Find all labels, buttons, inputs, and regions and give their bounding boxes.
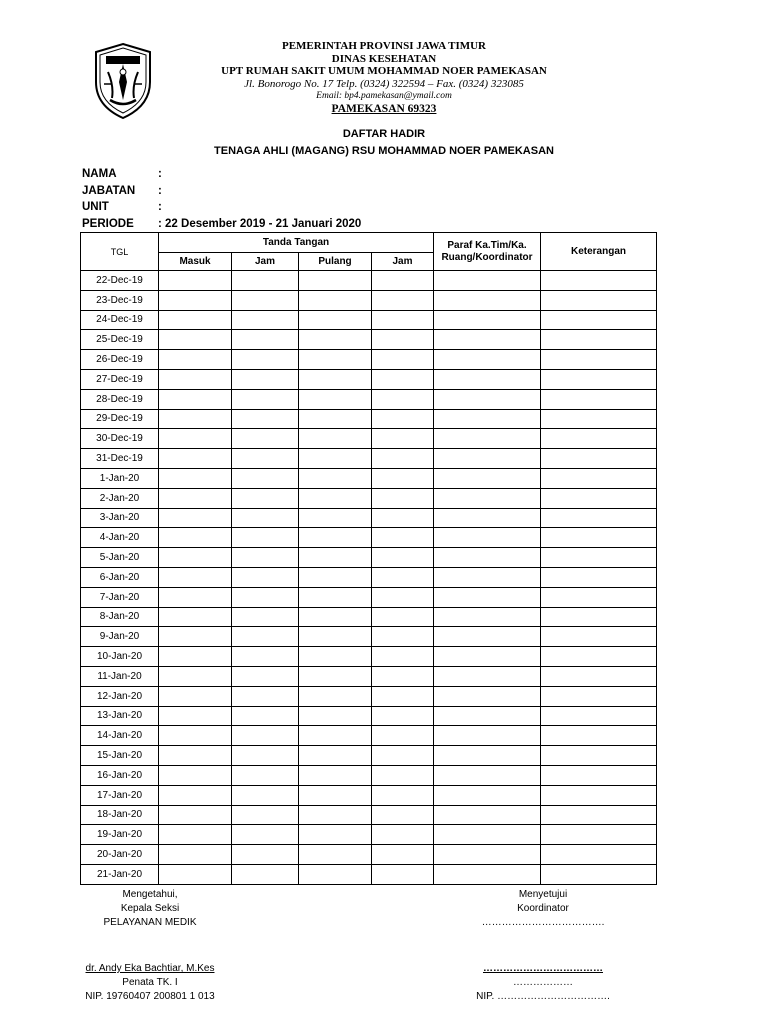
jam-masuk-cell[interactable]	[232, 845, 299, 865]
date-cell: 2-Jan-20	[81, 488, 159, 508]
table-row	[81, 607, 657, 627]
info-value: : 22 Desember 2019 - 21 Januari 2020	[158, 217, 362, 230]
date-cell: 17-Jan-20	[81, 785, 159, 805]
signature-left-block	[60, 888, 240, 930]
jam-pulang-cell[interactable]	[372, 350, 434, 370]
date-cell: 30-Dec-19	[81, 429, 159, 449]
masuk-cell[interactable]	[159, 429, 232, 449]
keterangan-cell[interactable]	[541, 310, 657, 330]
column-header-paraf: Paraf Ka.Tim/Ka. Ruang/Koordinator	[434, 233, 541, 271]
masuk-cell[interactable]	[159, 449, 232, 469]
keterangan-cell[interactable]	[541, 567, 657, 587]
date-cell: 22-Dec-19	[81, 271, 159, 291]
keterangan-cell[interactable]	[541, 607, 657, 627]
masuk-cell[interactable]	[159, 607, 232, 627]
table-row	[81, 330, 657, 350]
letterhead	[160, 40, 608, 115]
keterangan-cell[interactable]	[541, 449, 657, 469]
table-row	[81, 488, 657, 508]
paraf-cell[interactable]	[434, 271, 541, 291]
date-cell: 5-Jan-20	[81, 548, 159, 568]
header-address: Jl. Bonorogo No. 17 Telp. (0324) 322594 – Fax. (0324) 323085	[244, 77, 524, 90]
date-cell: 29-Dec-19	[81, 409, 159, 429]
table-row	[81, 666, 657, 686]
sig-right-rank: ………………	[513, 977, 573, 988]
pulang-cell[interactable]	[299, 825, 372, 845]
table-row	[81, 845, 657, 865]
masuk-cell[interactable]	[159, 845, 232, 865]
info-row	[82, 216, 361, 233]
jam-masuk-cell[interactable]	[232, 666, 299, 686]
table-row	[81, 369, 657, 389]
jam-masuk-cell[interactable]	[232, 548, 299, 568]
paraf-cell[interactable]	[434, 627, 541, 647]
sig-right-nip: NIP. …………………………….	[476, 991, 610, 1002]
jam-pulang-cell[interactable]	[372, 449, 434, 469]
date-cell: 11-Jan-20	[81, 666, 159, 686]
pulang-cell[interactable]	[299, 666, 372, 686]
jam-masuk-cell[interactable]	[232, 706, 299, 726]
jam-masuk-cell[interactable]	[232, 310, 299, 330]
table-row	[81, 389, 657, 409]
paraf-cell[interactable]	[434, 765, 541, 785]
jam-masuk-cell[interactable]	[232, 647, 299, 667]
jam-pulang-cell[interactable]	[372, 508, 434, 528]
keterangan-cell[interactable]	[541, 845, 657, 865]
sig-right-line1: Menyetujui	[518, 889, 568, 900]
sig-left-line1: Mengetahui,	[122, 889, 178, 900]
info-block	[82, 166, 361, 232]
keterangan-cell[interactable]	[541, 508, 657, 528]
column-header-keterangan: Keterangan	[541, 233, 657, 271]
table-row	[81, 647, 657, 667]
jam-masuk-cell[interactable]	[232, 825, 299, 845]
pulang-cell[interactable]	[299, 290, 372, 310]
keterangan-cell[interactable]	[541, 369, 657, 389]
masuk-cell[interactable]	[159, 587, 232, 607]
date-cell: 3-Jan-20	[81, 508, 159, 528]
keterangan-cell[interactable]	[541, 429, 657, 449]
pulang-cell[interactable]	[299, 627, 372, 647]
jam-pulang-cell[interactable]	[372, 785, 434, 805]
masuk-cell[interactable]	[159, 627, 232, 647]
pulang-cell[interactable]	[299, 746, 372, 766]
paraf-cell[interactable]	[434, 369, 541, 389]
pulang-cell[interactable]	[299, 587, 372, 607]
masuk-cell[interactable]	[159, 409, 232, 429]
paraf-cell[interactable]	[434, 548, 541, 568]
header-hospital: UPT RUMAH SAKIT UMUM MOHAMMAD NOER PAMEKASAN	[221, 65, 547, 77]
masuk-cell[interactable]	[159, 647, 232, 667]
paraf-cell[interactable]	[434, 666, 541, 686]
pulang-cell[interactable]	[299, 726, 372, 746]
pulang-cell[interactable]	[299, 429, 372, 449]
date-cell: 4-Jan-20	[81, 528, 159, 548]
sig-left-rank: Penata TK. I	[122, 977, 178, 988]
keterangan-cell[interactable]	[541, 805, 657, 825]
info-value: :	[158, 201, 162, 213]
column-header-tanda-tangan: Tanda Tangan	[159, 233, 434, 253]
info-value: :	[158, 184, 162, 197]
paraf-cell[interactable]	[434, 845, 541, 865]
column-header-jam-masuk: Jam	[232, 253, 299, 271]
table-row	[81, 686, 657, 706]
paraf-cell[interactable]	[434, 587, 541, 607]
keterangan-cell[interactable]	[541, 548, 657, 568]
keterangan-cell[interactable]	[541, 350, 657, 370]
table-row	[81, 449, 657, 469]
jam-masuk-cell[interactable]	[232, 290, 299, 310]
jam-masuk-cell[interactable]	[232, 369, 299, 389]
jam-pulang-cell[interactable]	[372, 488, 434, 508]
masuk-cell[interactable]	[159, 290, 232, 310]
paraf-cell[interactable]	[434, 647, 541, 667]
jam-pulang-cell[interactable]	[372, 765, 434, 785]
pulang-cell[interactable]	[299, 508, 372, 528]
document-title: DAFTAR HADIR	[342, 128, 426, 140]
pulang-cell[interactable]	[299, 350, 372, 370]
keterangan-cell[interactable]	[541, 825, 657, 845]
jam-pulang-cell[interactable]	[372, 587, 434, 607]
info-label: JABATAN	[82, 184, 136, 197]
provincial-emblem-logo	[92, 42, 154, 120]
sig-left-name: dr. Andy Eka Bachtiar, M.Kes	[85, 963, 215, 974]
attendance-table	[80, 232, 657, 885]
masuk-cell[interactable]	[159, 389, 232, 409]
keterangan-cell[interactable]	[541, 528, 657, 548]
table-row	[81, 726, 657, 746]
date-cell: 21-Jan-20	[81, 864, 159, 884]
pulang-cell[interactable]	[299, 686, 372, 706]
date-cell: 12-Jan-20	[81, 686, 159, 706]
sig-right-line3: ……………………………….	[481, 917, 605, 928]
attendance-table-body	[81, 271, 657, 885]
sig-left-line3: PELAYANAN MEDIK	[103, 917, 197, 928]
masuk-cell[interactable]	[159, 864, 232, 884]
info-row	[82, 183, 361, 200]
jam-masuk-cell[interactable]	[232, 567, 299, 587]
pulang-cell[interactable]	[299, 449, 372, 469]
jam-pulang-cell[interactable]	[372, 647, 434, 667]
pulang-cell[interactable]	[299, 389, 372, 409]
masuk-cell[interactable]	[159, 488, 232, 508]
keterangan-cell[interactable]	[541, 271, 657, 291]
keterangan-cell[interactable]	[541, 785, 657, 805]
pulang-cell[interactable]	[299, 548, 372, 568]
date-cell: 19-Jan-20	[81, 825, 159, 845]
pulang-cell[interactable]	[299, 805, 372, 825]
paraf-cell[interactable]	[434, 468, 541, 488]
keterangan-cell[interactable]	[541, 647, 657, 667]
sig-right-name: ………………………………	[483, 963, 603, 974]
date-cell: 24-Dec-19	[81, 310, 159, 330]
jam-pulang-cell[interactable]	[372, 369, 434, 389]
column-header-tgl: TGL	[81, 233, 159, 271]
table-row	[81, 429, 657, 449]
masuk-cell[interactable]	[159, 765, 232, 785]
keterangan-cell[interactable]	[541, 290, 657, 310]
sig-left-nip: NIP. 19760407 200801 1 013	[85, 991, 215, 1002]
masuk-cell[interactable]	[159, 468, 232, 488]
info-row	[82, 166, 361, 183]
paraf-cell[interactable]	[434, 825, 541, 845]
table-row	[81, 548, 657, 568]
jam-pulang-cell[interactable]	[372, 607, 434, 627]
keterangan-cell[interactable]	[541, 706, 657, 726]
table-row	[81, 528, 657, 548]
table-row	[81, 409, 657, 429]
keterangan-cell[interactable]	[541, 587, 657, 607]
table-row	[81, 587, 657, 607]
jam-pulang-cell[interactable]	[372, 845, 434, 865]
paraf-cell[interactable]	[434, 567, 541, 587]
masuk-cell[interactable]	[159, 369, 232, 389]
jam-pulang-cell[interactable]	[372, 686, 434, 706]
masuk-cell[interactable]	[159, 666, 232, 686]
jam-masuk-cell[interactable]	[232, 330, 299, 350]
paraf-cell[interactable]	[434, 488, 541, 508]
date-cell: 18-Jan-20	[81, 805, 159, 825]
masuk-cell[interactable]	[159, 825, 232, 845]
jam-masuk-cell[interactable]	[232, 488, 299, 508]
paraf-cell[interactable]	[434, 508, 541, 528]
table-row	[81, 825, 657, 845]
paraf-cell[interactable]	[434, 350, 541, 370]
keterangan-cell[interactable]	[541, 488, 657, 508]
date-cell: 9-Jan-20	[81, 627, 159, 647]
paraf-cell[interactable]	[434, 785, 541, 805]
pulang-cell[interactable]	[299, 765, 372, 785]
date-cell: 10-Jan-20	[81, 647, 159, 667]
table-row	[81, 706, 657, 726]
paraf-cell[interactable]	[434, 726, 541, 746]
jam-pulang-cell[interactable]	[372, 864, 434, 884]
jam-masuk-cell[interactable]	[232, 805, 299, 825]
table-row	[81, 627, 657, 647]
paraf-cell[interactable]	[434, 449, 541, 469]
keterangan-cell[interactable]	[541, 627, 657, 647]
paraf-cell[interactable]	[434, 528, 541, 548]
info-row	[82, 199, 361, 216]
jam-masuk-cell[interactable]	[232, 468, 299, 488]
table-row	[81, 508, 657, 528]
keterangan-cell[interactable]	[541, 666, 657, 686]
info-label: PERIODE	[82, 217, 134, 230]
jam-pulang-cell[interactable]	[372, 468, 434, 488]
masuk-cell[interactable]	[159, 330, 232, 350]
pulang-cell[interactable]	[299, 369, 372, 389]
jam-masuk-cell[interactable]	[232, 864, 299, 884]
keterangan-cell[interactable]	[541, 726, 657, 746]
keterangan-cell[interactable]	[541, 409, 657, 429]
info-value: :	[158, 168, 162, 180]
paraf-cell[interactable]	[434, 389, 541, 409]
header-government: PEMERINTAH PROVINSI JAWA TIMUR	[281, 40, 487, 52]
masuk-cell[interactable]	[159, 746, 232, 766]
masuk-cell[interactable]	[159, 528, 232, 548]
masuk-cell[interactable]	[159, 548, 232, 568]
paraf-cell[interactable]	[434, 409, 541, 429]
masuk-cell[interactable]	[159, 310, 232, 330]
jam-pulang-cell[interactable]	[372, 706, 434, 726]
jam-masuk-cell[interactable]	[232, 607, 299, 627]
jam-pulang-cell[interactable]	[372, 567, 434, 587]
pulang-cell[interactable]	[299, 409, 372, 429]
pulang-cell[interactable]	[299, 864, 372, 884]
jam-pulang-cell[interactable]	[372, 271, 434, 291]
table-row	[81, 271, 657, 291]
pulang-cell[interactable]	[299, 567, 372, 587]
table-row	[81, 785, 657, 805]
jam-masuk-cell[interactable]	[232, 627, 299, 647]
paraf-cell[interactable]	[434, 864, 541, 884]
header-department: DINAS KESEHATAN	[331, 52, 437, 65]
masuk-cell[interactable]	[159, 785, 232, 805]
jam-masuk-cell[interactable]	[232, 429, 299, 449]
paraf-cell[interactable]	[434, 706, 541, 726]
table-row	[81, 350, 657, 370]
paraf-cell[interactable]	[434, 429, 541, 449]
table-row	[81, 805, 657, 825]
date-cell: 7-Jan-20	[81, 587, 159, 607]
jam-masuk-cell[interactable]	[232, 350, 299, 370]
pulang-cell[interactable]	[299, 647, 372, 667]
keterangan-cell[interactable]	[541, 468, 657, 488]
paraf-cell[interactable]	[434, 746, 541, 766]
table-row	[81, 468, 657, 488]
jam-masuk-cell[interactable]	[232, 271, 299, 291]
date-cell: 8-Jan-20	[81, 607, 159, 627]
jam-masuk-cell[interactable]	[232, 409, 299, 429]
info-label: NAMA	[82, 168, 117, 180]
pulang-cell[interactable]	[299, 607, 372, 627]
pulang-cell[interactable]	[299, 706, 372, 726]
jam-pulang-cell[interactable]	[372, 389, 434, 409]
signature-right-block	[433, 888, 653, 930]
masuk-cell[interactable]	[159, 271, 232, 291]
date-cell: 25-Dec-19	[81, 330, 159, 350]
date-cell: 13-Jan-20	[81, 706, 159, 726]
keterangan-cell[interactable]	[541, 864, 657, 884]
table-row	[81, 310, 657, 330]
pulang-cell[interactable]	[299, 845, 372, 865]
jam-masuk-cell[interactable]	[232, 449, 299, 469]
date-cell: 28-Dec-19	[81, 389, 159, 409]
column-header-pulang: Pulang	[299, 253, 372, 271]
paraf-cell[interactable]	[434, 607, 541, 627]
table-row	[81, 746, 657, 766]
signature-left-signatory	[60, 962, 240, 1004]
pulang-cell[interactable]	[299, 271, 372, 291]
keterangan-cell[interactable]	[541, 330, 657, 350]
masuk-cell[interactable]	[159, 686, 232, 706]
pulang-cell[interactable]	[299, 468, 372, 488]
jam-pulang-cell[interactable]	[372, 330, 434, 350]
pulang-cell[interactable]	[299, 330, 372, 350]
paraf-cell[interactable]	[434, 310, 541, 330]
date-cell: 6-Jan-20	[81, 567, 159, 587]
jam-pulang-cell[interactable]	[372, 429, 434, 449]
date-cell: 16-Jan-20	[81, 765, 159, 785]
sig-right-line2: Koordinator	[517, 903, 569, 914]
date-cell: 20-Jan-20	[81, 845, 159, 865]
paraf-cell[interactable]	[434, 330, 541, 350]
jam-pulang-cell[interactable]	[372, 528, 434, 548]
signature-right-signatory	[433, 962, 653, 1004]
date-cell: 23-Dec-19	[81, 290, 159, 310]
info-label: UNIT	[82, 201, 109, 213]
sig-left-line2: Kepala Seksi	[120, 903, 180, 914]
date-cell: 31-Dec-19	[81, 449, 159, 469]
jam-masuk-cell[interactable]	[232, 389, 299, 409]
pulang-cell[interactable]	[299, 488, 372, 508]
header-email: Email: bp4.pamekasan@ymail.com	[316, 91, 452, 101]
document-subtitle: TENAGA AHLI (MAGANG) RSU MOHAMMAD NOER PAMEKASAN	[214, 145, 554, 157]
jam-pulang-cell[interactable]	[372, 409, 434, 429]
jam-pulang-cell[interactable]	[372, 627, 434, 647]
jam-pulang-cell[interactable]	[372, 746, 434, 766]
table-row	[81, 864, 657, 884]
masuk-cell[interactable]	[159, 508, 232, 528]
paraf-cell[interactable]	[434, 805, 541, 825]
paraf-cell[interactable]	[434, 290, 541, 310]
jam-pulang-cell[interactable]	[372, 805, 434, 825]
jam-masuk-cell[interactable]	[232, 765, 299, 785]
jam-pulang-cell[interactable]	[372, 548, 434, 568]
masuk-cell[interactable]	[159, 706, 232, 726]
jam-masuk-cell[interactable]	[232, 785, 299, 805]
keterangan-cell[interactable]	[541, 765, 657, 785]
date-cell: 27-Dec-19	[81, 369, 159, 389]
jam-masuk-cell[interactable]	[232, 508, 299, 528]
jam-masuk-cell[interactable]	[232, 528, 299, 548]
masuk-cell[interactable]	[159, 805, 232, 825]
keterangan-cell[interactable]	[541, 686, 657, 706]
jam-masuk-cell[interactable]	[232, 587, 299, 607]
keterangan-cell[interactable]	[541, 746, 657, 766]
column-header-jam-pulang: Jam	[372, 253, 434, 271]
table-row	[81, 290, 657, 310]
date-cell: 14-Jan-20	[81, 726, 159, 746]
masuk-cell[interactable]	[159, 350, 232, 370]
keterangan-cell[interactable]	[541, 389, 657, 409]
jam-pulang-cell[interactable]	[372, 290, 434, 310]
paraf-cell[interactable]	[434, 686, 541, 706]
masuk-cell[interactable]	[159, 726, 232, 746]
date-cell: 15-Jan-20	[81, 746, 159, 766]
pulang-cell[interactable]	[299, 310, 372, 330]
jam-pulang-cell[interactable]	[372, 310, 434, 330]
masuk-cell[interactable]	[159, 567, 232, 587]
jam-masuk-cell[interactable]	[232, 746, 299, 766]
table-row	[81, 567, 657, 587]
jam-masuk-cell[interactable]	[232, 686, 299, 706]
date-cell: 26-Dec-19	[81, 350, 159, 370]
jam-pulang-cell[interactable]	[372, 726, 434, 746]
pulang-cell[interactable]	[299, 528, 372, 548]
date-cell: 1-Jan-20	[81, 468, 159, 488]
header-city: PAMEKASAN 69323	[331, 102, 437, 115]
table-row	[81, 765, 657, 785]
jam-pulang-cell[interactable]	[372, 825, 434, 845]
jam-masuk-cell[interactable]	[232, 726, 299, 746]
column-header-masuk: Masuk	[159, 253, 232, 271]
jam-pulang-cell[interactable]	[372, 666, 434, 686]
pulang-cell[interactable]	[299, 785, 372, 805]
